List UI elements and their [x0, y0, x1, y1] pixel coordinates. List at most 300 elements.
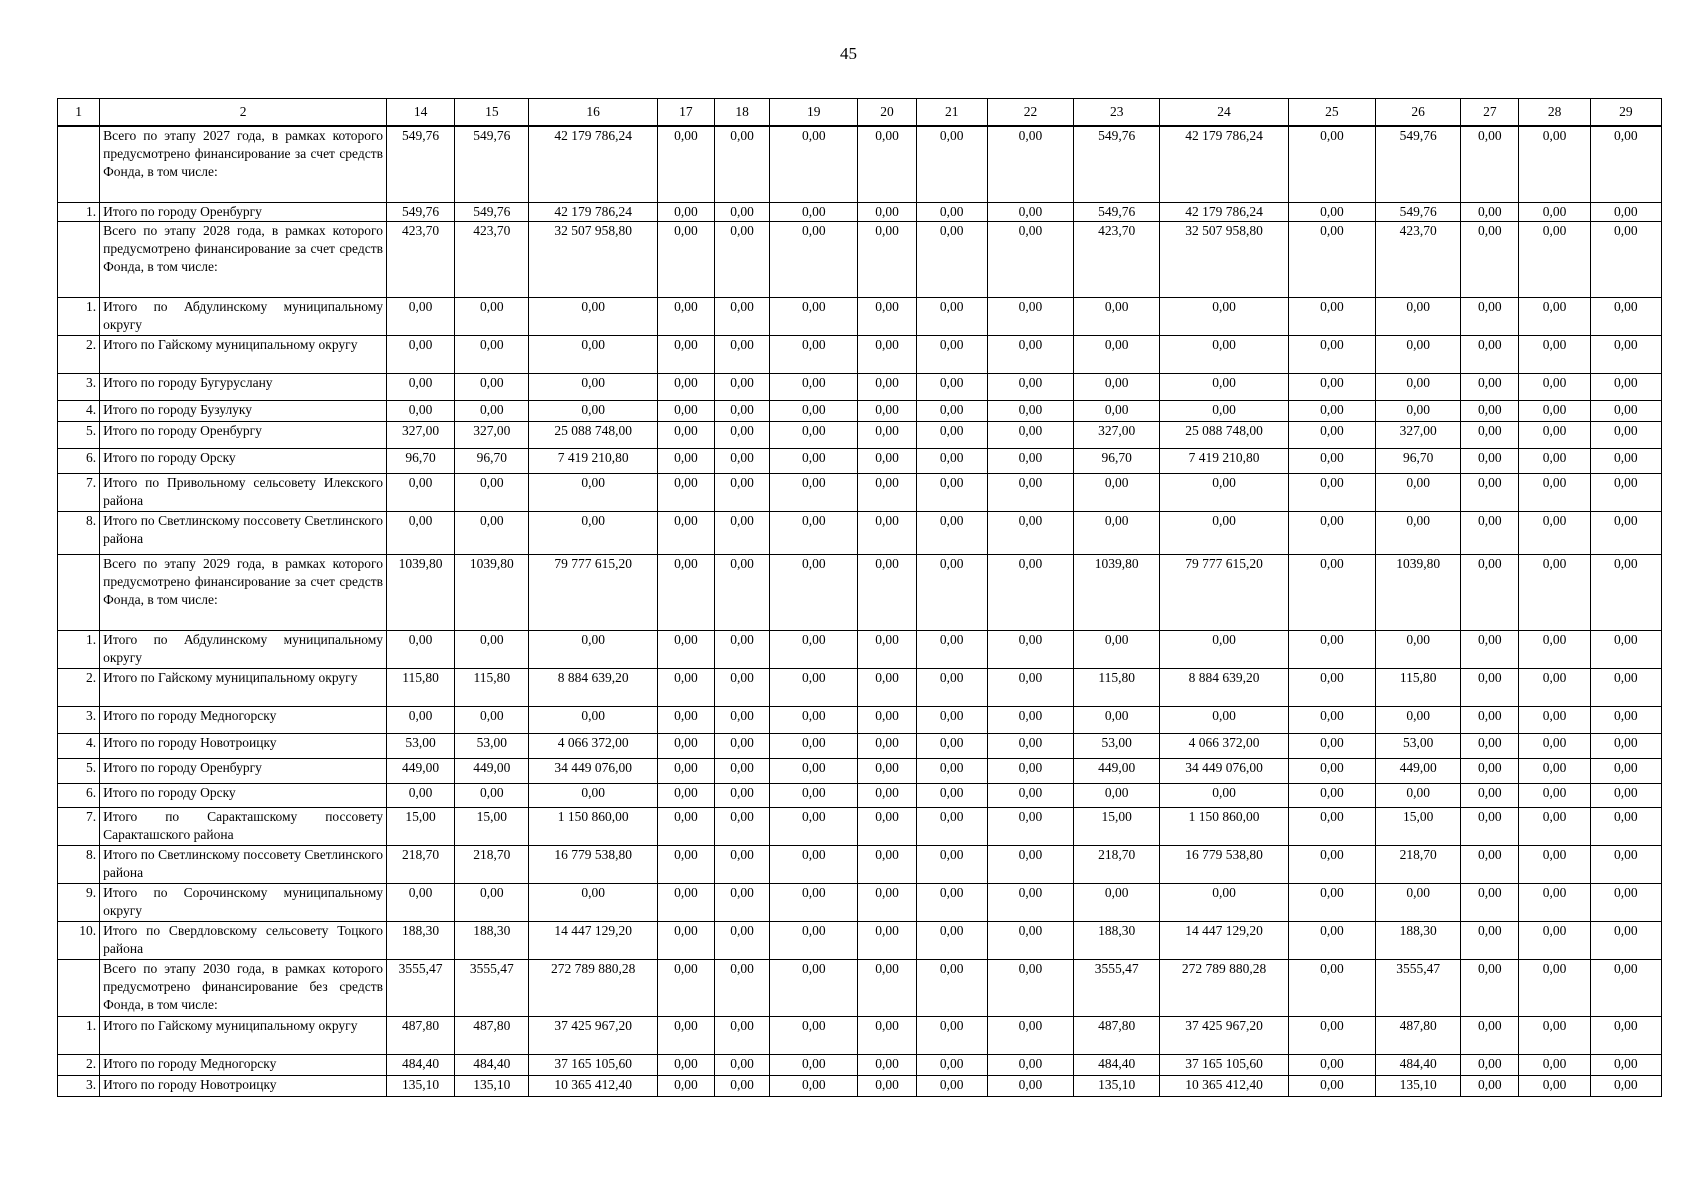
value-cell: 0,00 — [916, 883, 987, 921]
value-cell: 0,00 — [1590, 807, 1661, 845]
value-cell: 0,00 — [455, 706, 529, 733]
value-cell: 0,00 — [1288, 959, 1375, 1016]
value-cell: 0,00 — [1074, 335, 1160, 373]
value-cell: 0,00 — [987, 297, 1073, 335]
value-cell: 0,00 — [657, 668, 714, 706]
value-cell: 549,76 — [387, 202, 455, 221]
row-description-cell: Итого по Сорочинскому муниципальному округу — [100, 883, 387, 921]
value-cell: 0,00 — [657, 630, 714, 668]
value-cell: 0,00 — [916, 554, 987, 630]
table-row — [58, 783, 1662, 807]
value-cell: 0,00 — [1519, 297, 1590, 335]
value-cell: 0,00 — [770, 807, 858, 845]
value-cell: 0,00 — [1590, 373, 1661, 400]
table-row — [58, 1016, 1662, 1054]
value-cell: 0,00 — [916, 421, 987, 448]
value-cell: 0,00 — [987, 783, 1073, 807]
row-description-cell: Итого по Гайскому муниципальному округу — [100, 335, 387, 373]
table-row — [58, 959, 1662, 1016]
value-cell: 0,00 — [1461, 126, 1519, 202]
row-description-cell: Итого по городу Бузулуку — [100, 400, 387, 421]
column-header: 19 — [770, 99, 858, 127]
value-cell: 0,00 — [1288, 297, 1375, 335]
table-row — [58, 845, 1662, 883]
value-cell: 484,40 — [387, 1054, 455, 1075]
value-cell: 135,10 — [1074, 1075, 1160, 1096]
value-cell: 0,00 — [715, 126, 770, 202]
value-cell: 0,00 — [1288, 221, 1375, 297]
value-cell: 0,00 — [858, 959, 916, 1016]
page-number: 45 — [840, 44, 857, 63]
value-cell: 14 447 129,20 — [1160, 921, 1288, 959]
value-cell: 0,00 — [987, 448, 1073, 473]
value-cell: 0,00 — [1461, 400, 1519, 421]
row-number-cell: 2. — [58, 668, 100, 706]
value-cell: 16 779 538,80 — [529, 845, 657, 883]
value-cell: 327,00 — [455, 421, 529, 448]
value-cell: 25 088 748,00 — [1160, 421, 1288, 448]
value-cell: 37 165 105,60 — [1160, 1054, 1288, 1075]
row-number-cell: 7. — [58, 807, 100, 845]
row-description-cell: Итого по Светлинскому поссовету Светлинского района — [100, 845, 387, 883]
value-cell: 0,00 — [387, 400, 455, 421]
value-cell: 0,00 — [1590, 921, 1661, 959]
value-cell: 0,00 — [770, 883, 858, 921]
value-cell: 0,00 — [858, 335, 916, 373]
value-cell: 0,00 — [1519, 807, 1590, 845]
value-cell: 0,00 — [858, 373, 916, 400]
value-cell: 487,80 — [1074, 1016, 1160, 1054]
value-cell: 0,00 — [987, 883, 1073, 921]
value-cell: 0,00 — [387, 783, 455, 807]
column-header: 16 — [529, 99, 657, 127]
value-cell: 0,00 — [1590, 297, 1661, 335]
value-cell: 0,00 — [657, 1075, 714, 1096]
value-cell: 1039,80 — [455, 554, 529, 630]
row-description-cell: Всего по этапу 2029 года, в рамках которого предусмотрено финансирование за счет средств Фонда, в том числе: — [100, 554, 387, 630]
value-cell: 3555,47 — [1074, 959, 1160, 1016]
value-cell: 0,00 — [1461, 448, 1519, 473]
value-cell: 0,00 — [1590, 783, 1661, 807]
value-cell: 0,00 — [858, 202, 916, 221]
value-cell: 0,00 — [1160, 297, 1288, 335]
value-cell: 327,00 — [1376, 421, 1461, 448]
value-cell: 0,00 — [715, 845, 770, 883]
row-description-cell: Всего по этапу 2030 года, в рамках которого предусмотрено финансирование без средств Фонда, в том числе: — [100, 959, 387, 1016]
value-cell: 549,76 — [455, 202, 529, 221]
value-cell: 135,10 — [387, 1075, 455, 1096]
value-cell: 0,00 — [770, 202, 858, 221]
value-cell: 0,00 — [770, 126, 858, 202]
value-cell: 0,00 — [987, 706, 1073, 733]
value-cell: 0,00 — [858, 783, 916, 807]
value-cell: 549,76 — [455, 126, 529, 202]
row-number-cell: 8. — [58, 845, 100, 883]
value-cell: 115,80 — [455, 668, 529, 706]
row-number-cell — [58, 959, 100, 1016]
value-cell: 42 179 786,24 — [1160, 202, 1288, 221]
value-cell: 0,00 — [387, 473, 455, 511]
value-cell: 0,00 — [1074, 706, 1160, 733]
value-cell: 42 179 786,24 — [529, 202, 657, 221]
value-cell: 0,00 — [916, 202, 987, 221]
value-cell: 15,00 — [1376, 807, 1461, 845]
value-cell: 0,00 — [1461, 1054, 1519, 1075]
value-cell: 0,00 — [916, 335, 987, 373]
row-number-cell: 8. — [58, 511, 100, 554]
value-cell: 0,00 — [715, 448, 770, 473]
value-cell: 272 789 880,28 — [529, 959, 657, 1016]
value-cell: 0,00 — [916, 1075, 987, 1096]
value-cell: 8 884 639,20 — [1160, 668, 1288, 706]
value-cell: 0,00 — [1590, 448, 1661, 473]
value-cell: 0,00 — [1461, 668, 1519, 706]
table-row — [58, 335, 1662, 373]
row-number-cell: 9. — [58, 883, 100, 921]
value-cell: 423,70 — [455, 221, 529, 297]
value-cell: 0,00 — [715, 1054, 770, 1075]
value-cell: 549,76 — [387, 126, 455, 202]
value-cell: 0,00 — [1590, 421, 1661, 448]
value-cell: 0,00 — [1461, 883, 1519, 921]
value-cell: 0,00 — [858, 921, 916, 959]
value-cell: 0,00 — [715, 202, 770, 221]
row-description-cell: Итого по городу Оренбургу — [100, 202, 387, 221]
value-cell: 42 179 786,24 — [529, 126, 657, 202]
value-cell: 0,00 — [657, 883, 714, 921]
value-cell: 0,00 — [529, 511, 657, 554]
value-cell: 0,00 — [1519, 706, 1590, 733]
value-cell: 135,10 — [455, 1075, 529, 1096]
value-cell: 8 884 639,20 — [529, 668, 657, 706]
value-cell: 0,00 — [858, 1016, 916, 1054]
value-cell: 0,00 — [1288, 1016, 1375, 1054]
value-cell: 0,00 — [1288, 400, 1375, 421]
table-row — [58, 297, 1662, 335]
value-cell: 484,40 — [1376, 1054, 1461, 1075]
value-cell: 0,00 — [916, 1016, 987, 1054]
value-cell: 0,00 — [529, 473, 657, 511]
value-cell: 0,00 — [387, 630, 455, 668]
value-cell: 1039,80 — [1074, 554, 1160, 630]
value-cell: 0,00 — [715, 758, 770, 783]
value-cell: 0,00 — [987, 511, 1073, 554]
column-header: 24 — [1160, 99, 1288, 127]
value-cell: 0,00 — [1519, 668, 1590, 706]
column-header: 2 — [100, 99, 387, 127]
value-cell: 79 777 615,20 — [529, 554, 657, 630]
value-cell: 42 179 786,24 — [1160, 126, 1288, 202]
value-cell: 0,00 — [770, 783, 858, 807]
value-cell: 0,00 — [1288, 473, 1375, 511]
value-cell: 0,00 — [916, 733, 987, 758]
value-cell: 0,00 — [455, 783, 529, 807]
value-cell: 0,00 — [715, 668, 770, 706]
value-cell: 0,00 — [1288, 126, 1375, 202]
value-cell: 0,00 — [1074, 883, 1160, 921]
value-cell: 0,00 — [715, 706, 770, 733]
row-number-cell: 10. — [58, 921, 100, 959]
value-cell: 0,00 — [715, 400, 770, 421]
value-cell: 449,00 — [1376, 758, 1461, 783]
row-number-cell: 2. — [58, 335, 100, 373]
value-cell: 0,00 — [387, 883, 455, 921]
value-cell: 0,00 — [1461, 473, 1519, 511]
value-cell: 0,00 — [1519, 883, 1590, 921]
value-cell: 0,00 — [916, 511, 987, 554]
value-cell: 32 507 958,80 — [529, 221, 657, 297]
value-cell: 0,00 — [657, 221, 714, 297]
value-cell: 188,30 — [1376, 921, 1461, 959]
value-cell: 0,00 — [858, 1075, 916, 1096]
table-row — [58, 421, 1662, 448]
value-cell: 423,70 — [1376, 221, 1461, 297]
value-cell: 0,00 — [858, 126, 916, 202]
value-cell: 0,00 — [916, 473, 987, 511]
value-cell: 0,00 — [1288, 373, 1375, 400]
value-cell: 0,00 — [715, 511, 770, 554]
column-header: 29 — [1590, 99, 1661, 127]
value-cell: 0,00 — [1590, 706, 1661, 733]
value-cell: 0,00 — [1590, 845, 1661, 883]
value-cell: 0,00 — [657, 448, 714, 473]
value-cell: 0,00 — [455, 630, 529, 668]
value-cell: 549,76 — [1376, 126, 1461, 202]
value-cell: 0,00 — [657, 733, 714, 758]
value-cell: 0,00 — [1160, 783, 1288, 807]
value-cell: 0,00 — [1461, 1016, 1519, 1054]
table-row — [58, 373, 1662, 400]
value-cell: 0,00 — [1461, 959, 1519, 1016]
column-header: 18 — [715, 99, 770, 127]
value-cell: 0,00 — [1590, 473, 1661, 511]
value-cell: 0,00 — [987, 335, 1073, 373]
value-cell: 218,70 — [1074, 845, 1160, 883]
value-cell: 0,00 — [657, 297, 714, 335]
value-cell: 0,00 — [715, 221, 770, 297]
value-cell: 188,30 — [1074, 921, 1160, 959]
value-cell: 0,00 — [1590, 883, 1661, 921]
value-cell: 0,00 — [387, 373, 455, 400]
table-row — [58, 448, 1662, 473]
value-cell: 0,00 — [770, 758, 858, 783]
value-cell: 0,00 — [1288, 783, 1375, 807]
value-cell: 0,00 — [1519, 473, 1590, 511]
value-cell: 0,00 — [657, 845, 714, 883]
value-cell: 218,70 — [1376, 845, 1461, 883]
row-number-cell: 3. — [58, 373, 100, 400]
row-description-cell: Итого по городу Медногорску — [100, 706, 387, 733]
value-cell: 0,00 — [529, 783, 657, 807]
value-cell: 0,00 — [858, 668, 916, 706]
value-cell: 0,00 — [657, 554, 714, 630]
row-number-cell: 1. — [58, 630, 100, 668]
value-cell: 0,00 — [987, 921, 1073, 959]
row-number-cell — [58, 221, 100, 297]
value-cell: 32 507 958,80 — [1160, 221, 1288, 297]
value-cell: 0,00 — [1160, 335, 1288, 373]
table-row — [58, 668, 1662, 706]
value-cell: 0,00 — [1519, 511, 1590, 554]
value-cell: 0,00 — [1074, 400, 1160, 421]
value-cell: 218,70 — [387, 845, 455, 883]
value-cell: 0,00 — [1288, 421, 1375, 448]
value-cell: 3555,47 — [455, 959, 529, 1016]
value-cell: 96,70 — [1074, 448, 1160, 473]
value-cell: 0,00 — [916, 126, 987, 202]
value-cell: 0,00 — [1288, 921, 1375, 959]
value-cell: 0,00 — [1461, 221, 1519, 297]
value-cell: 0,00 — [916, 297, 987, 335]
value-cell: 0,00 — [1519, 400, 1590, 421]
value-cell: 0,00 — [858, 554, 916, 630]
table-row — [58, 473, 1662, 511]
value-cell: 0,00 — [916, 400, 987, 421]
value-cell: 423,70 — [1074, 221, 1160, 297]
value-cell: 449,00 — [455, 758, 529, 783]
value-cell: 0,00 — [1376, 373, 1461, 400]
value-cell: 0,00 — [858, 297, 916, 335]
row-number-cell: 7. — [58, 473, 100, 511]
row-description-cell: Итого по городу Оренбургу — [100, 758, 387, 783]
value-cell: 0,00 — [1590, 511, 1661, 554]
row-description-cell: Итого по Абдулинскому муниципальному округу — [100, 297, 387, 335]
table-row — [58, 1054, 1662, 1075]
value-cell: 0,00 — [1590, 668, 1661, 706]
value-cell: 0,00 — [529, 335, 657, 373]
value-cell: 0,00 — [1590, 335, 1661, 373]
value-cell: 272 789 880,28 — [1160, 959, 1288, 1016]
column-header: 22 — [987, 99, 1073, 127]
budget-table — [57, 98, 1662, 1097]
value-cell: 0,00 — [1461, 921, 1519, 959]
value-cell: 0,00 — [770, 921, 858, 959]
value-cell: 0,00 — [1160, 511, 1288, 554]
value-cell: 4 066 372,00 — [1160, 733, 1288, 758]
column-header: 25 — [1288, 99, 1375, 127]
value-cell: 0,00 — [1288, 668, 1375, 706]
row-number-cell — [58, 554, 100, 630]
value-cell: 0,00 — [455, 335, 529, 373]
row-description-cell: Итого по городу Орску — [100, 448, 387, 473]
value-cell: 0,00 — [1519, 1075, 1590, 1096]
value-cell: 0,00 — [715, 883, 770, 921]
column-header: 14 — [387, 99, 455, 127]
value-cell: 0,00 — [916, 1054, 987, 1075]
value-cell: 0,00 — [987, 733, 1073, 758]
row-description-cell: Итого по Абдулинскому муниципальному округу — [100, 630, 387, 668]
value-cell: 0,00 — [1519, 335, 1590, 373]
value-cell: 0,00 — [770, 297, 858, 335]
value-cell: 0,00 — [916, 758, 987, 783]
row-number-cell: 4. — [58, 733, 100, 758]
value-cell: 0,00 — [455, 883, 529, 921]
value-cell: 484,40 — [1074, 1054, 1160, 1075]
value-cell: 37 165 105,60 — [529, 1054, 657, 1075]
value-cell: 0,00 — [657, 126, 714, 202]
value-cell: 0,00 — [858, 733, 916, 758]
value-cell: 0,00 — [770, 554, 858, 630]
value-cell: 0,00 — [1519, 421, 1590, 448]
table-row — [58, 221, 1662, 297]
value-cell: 0,00 — [1074, 373, 1160, 400]
value-cell: 1039,80 — [387, 554, 455, 630]
row-description-cell: Итого по городу Новотроицку — [100, 733, 387, 758]
row-description-cell: Итого по Гайскому муниципальному округу — [100, 668, 387, 706]
value-cell: 0,00 — [770, 668, 858, 706]
value-cell: 96,70 — [387, 448, 455, 473]
value-cell: 0,00 — [1376, 630, 1461, 668]
value-cell: 327,00 — [1074, 421, 1160, 448]
table-row — [58, 511, 1662, 554]
value-cell: 0,00 — [1461, 1075, 1519, 1096]
value-cell: 0,00 — [1288, 706, 1375, 733]
value-cell: 0,00 — [1376, 297, 1461, 335]
value-cell: 0,00 — [987, 202, 1073, 221]
value-cell: 549,76 — [1376, 202, 1461, 221]
value-cell: 7 419 210,80 — [529, 448, 657, 473]
table-row — [58, 758, 1662, 783]
value-cell: 0,00 — [1590, 959, 1661, 1016]
value-cell: 0,00 — [529, 883, 657, 921]
value-cell: 0,00 — [657, 511, 714, 554]
value-cell: 0,00 — [770, 959, 858, 1016]
value-cell: 0,00 — [1074, 630, 1160, 668]
value-cell: 0,00 — [529, 630, 657, 668]
value-cell: 0,00 — [1376, 400, 1461, 421]
value-cell: 0,00 — [1461, 706, 1519, 733]
value-cell: 79 777 615,20 — [1160, 554, 1288, 630]
value-cell: 53,00 — [455, 733, 529, 758]
value-cell: 115,80 — [1074, 668, 1160, 706]
table-row — [58, 202, 1662, 221]
value-cell: 0,00 — [657, 373, 714, 400]
column-header: 26 — [1376, 99, 1461, 127]
value-cell: 0,00 — [858, 706, 916, 733]
row-description-cell: Итого по городу Орску — [100, 783, 387, 807]
value-cell: 0,00 — [715, 630, 770, 668]
row-description-cell: Итого по городу Новотроицку — [100, 1075, 387, 1096]
value-cell: 16 779 538,80 — [1160, 845, 1288, 883]
value-cell: 0,00 — [1590, 1075, 1661, 1096]
value-cell: 0,00 — [916, 373, 987, 400]
row-description-cell: Итого по Привольному сельсовету Илекского района — [100, 473, 387, 511]
value-cell: 10 365 412,40 — [1160, 1075, 1288, 1096]
value-cell: 487,80 — [455, 1016, 529, 1054]
value-cell: 0,00 — [1074, 511, 1160, 554]
value-cell: 1039,80 — [1376, 554, 1461, 630]
value-cell: 0,00 — [1461, 335, 1519, 373]
value-cell: 0,00 — [1519, 126, 1590, 202]
value-cell: 0,00 — [1376, 511, 1461, 554]
value-cell: 0,00 — [387, 706, 455, 733]
value-cell: 4 066 372,00 — [529, 733, 657, 758]
value-cell: 0,00 — [987, 630, 1073, 668]
value-cell: 0,00 — [1519, 221, 1590, 297]
value-cell: 0,00 — [987, 1016, 1073, 1054]
value-cell: 0,00 — [1376, 335, 1461, 373]
value-cell: 0,00 — [1288, 1054, 1375, 1075]
row-description-cell: Итого по городу Медногорску — [100, 1054, 387, 1075]
value-cell: 0,00 — [715, 1016, 770, 1054]
value-cell: 0,00 — [770, 473, 858, 511]
value-cell: 0,00 — [1590, 630, 1661, 668]
value-cell: 96,70 — [1376, 448, 1461, 473]
value-cell: 0,00 — [1288, 511, 1375, 554]
value-cell: 0,00 — [916, 448, 987, 473]
value-cell: 0,00 — [1590, 758, 1661, 783]
value-cell: 0,00 — [858, 1054, 916, 1075]
